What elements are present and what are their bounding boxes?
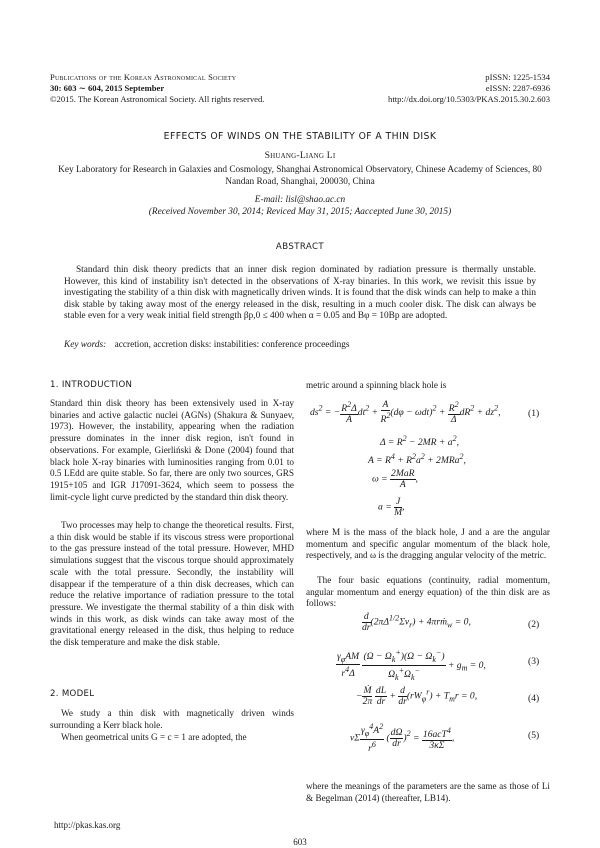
paper-title: EFFECTS OF WINDS ON THE STABILITY OF A THIN DISK — [163, 131, 437, 142]
copyright-line: ©2015. The Korean Astronomical Society. All rights reserved. — [50, 94, 265, 104]
keywords-text: accretion, accretion disks: instabilities: conference proceedings — [114, 340, 350, 350]
intro-paragraph-2: Two processes may help to change the theoretical results. First, a thin disk would be stable if its viscous stress were proportional to the gas pressure instead of the total pressure. However, MHD simulations suggest that the viscous torque should approximately scale with the total pressure. Secondly, the instability will disappear if the temperature of a thin disk decreases, which can reduce the relative importance of radiation pressure to the total pressure. We investigate the thermal stability of a thin disk with winds in this work, as disk winds can take away most of the gravitational energy released in the disk, thus helping to reduce the disk temperature and make the disk stable. — [50, 520, 294, 648]
doi-link[interactable]: http://dx.doi.org/10.5303/PKAS.2015.30.2.603 — [388, 94, 550, 104]
author-name: Shuang-Liang Li — [264, 150, 336, 161]
email[interactable]: E-mail: lisl@shao.ac.cn — [254, 195, 346, 205]
equation-4-angular: − $\frac{\text{Ṁ}}{2\pi}$ $\frac{dL}{dr}$ + $\frac{d}{dr}$ $(rW_\varphi^r) + T_mr = 0$, — [356, 685, 478, 707]
footer-url[interactable]: http://pkas.kas.org — [54, 820, 121, 830]
metric-intro: metric around a spinning black hole is — [306, 380, 447, 390]
equation-5-energy: νΣ $\frac{\gamma_\varphi^4A^2}{r^6}$ ( $\frac{d\Omega}{dr}$ )$^2$ = $\frac{16acT^4}{3\kappa\Sigma}$ , — [350, 722, 455, 755]
equation-number-5: (5) — [528, 730, 540, 741]
intro-paragraph-1: Standard thin disk theory has been extensively used in X-ray binaries and active galactic nuclei (AGNs) (Shakura & Sunyaev, 1973). However, the instability, appearing when the radiation pressure dominates in the inner disk region, isn't found in observations. For example, Gierliński & Done (2004) found that black hole X-ray binaries with luminosities ranging from 0.01 to 0.5 LEdd are quite stable. So far, there are only two sources, GRS 1915+105 and IGR J17091-3624, which seem to possess the limit-cycle light curve predicted by the standard thin disk theory. — [50, 398, 294, 502]
section-heading-model: 2. MODEL — [50, 689, 95, 699]
equation-spin: a = $\frac{J}{M}$ , — [378, 496, 405, 518]
received-dates: (Received November 30, 2014; Reviced May 31, 2015; Aaccepted June 30, 2015) — [148, 207, 452, 217]
model-paragraph-2: When geometrical units G = c = 1 are adopted, the — [61, 732, 247, 742]
equation-2-continuity: $\frac{d}{dr}$ $(2\pi\Delta^{1/2}\Sigma v_r)$ + 4πrṁ$_w$ = 0, — [362, 611, 471, 633]
eissn: eISSN: 2287-6936 — [485, 83, 550, 93]
page-number: 603 — [293, 837, 307, 847]
equation-a: $A = R^4 + R^2a^2 + 2MRa^2$, — [368, 452, 466, 467]
equation-number-2: (2) — [528, 619, 540, 630]
journal-name: Publications of the Korean Astronomical Society — [50, 72, 237, 82]
section-heading-introduction: 1. INTRODUCTION — [50, 380, 133, 390]
equation-number-4: (4) — [528, 693, 540, 704]
pissn: pISSN: 1225-1534 — [485, 72, 550, 82]
issn-block — [290, 72, 550, 105]
abstract-text: Standard thin disk theory predicts that an inner disk region dominated by radiation pressure is thermally unstable. However, this kind of instability isn't detected in the observations of X-ray binaries. In this work, we revisit this issue by investigating the stability of a thin disk with magnetically driven winds. It is found that the disk winds can help to make a thin disk stable by taking away most of the energy released in the disk, resulting in a much cooler disk. The disk can always be stable even for a very weak initial field strength βp,0 ≤ 400 when α = 0.05 and Bφ = 10Bp are adopted. — [64, 265, 536, 322]
volume-line: 30: 603 ∼ 604, 2015 September — [50, 83, 165, 93]
model-paragraph-1: We study a thin disk with magnetically driven winds surrounding a Kerr black hole. — [50, 708, 294, 730]
equation-number-3: (3) — [528, 656, 540, 667]
equation-number-1: (1) — [528, 408, 540, 419]
abstract-heading: ABSTRACT — [275, 242, 325, 252]
equation-1-metric: $ds^2$ = − $\frac{R^2\Delta}{A}$ $dt^2$ + $\frac{A}{R^2}$ $(d\varphi - \omega dt)^2$ + $\frac{R^2}{\Delta}$ $dR^2 + dz^2$, — [310, 399, 501, 426]
equation-delta: $\Delta = R^2 - 2MR + a^2$, — [380, 434, 459, 449]
equation-3-radial: $\frac{\gamma_\varphi AM}{r^4\Delta}$ $\frac{(\Omega - \Omega_k^+)(\Omega - \Omega_k^-)}{\Omega_k^+\Omega_k^-}$ + $g_m = 0$, — [337, 648, 486, 683]
affiliation: Key Laboratory for Research in Galaxies and Cosmology, Shanghai Astronomical Observatory, Chinese Academy of Sciences, 80 Nandan Road, Shanghai, 200030, China — [58, 165, 542, 187]
basic-equations-intro: The four basic equations (continuity, radial momentum, angular momentum and energy equation) of the thin disk are as follows: — [306, 575, 550, 609]
metric-explanation: where M is the mass of the black hole, J and a are the angular momentum and specific angular momentum of the black hole, respectively, and ω is the dragging angular velocity of the metric. — [306, 527, 550, 561]
parameters-note: where the meanings of the parameters are the same as those of Li & Begelman (2014) (thereafter, LB14). — [306, 781, 550, 803]
keywords-line — [64, 340, 536, 350]
keywords-label: Key words: — [64, 340, 107, 350]
equation-omega: ω = $\frac{\text{2MaR}}{A}$ , — [372, 468, 418, 490]
